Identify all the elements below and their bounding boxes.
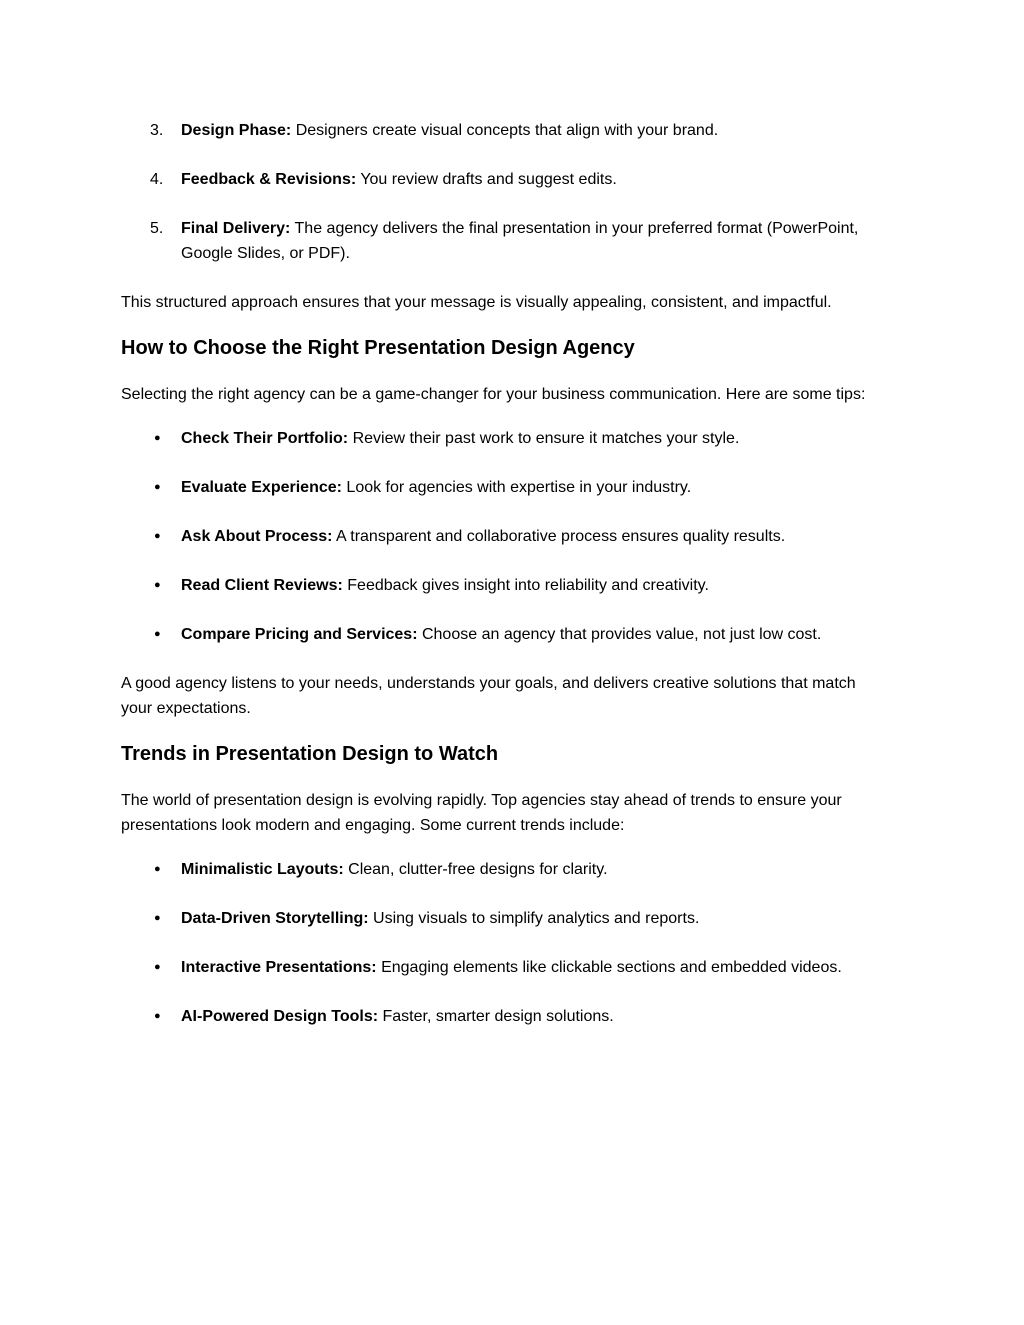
list-item-text [181, 1004, 887, 1029]
list-item-lead: Evaluate Experience: [181, 479, 342, 496]
list-item-body: Faster, smarter design solutions. [378, 1008, 614, 1025]
list-item-text [181, 524, 887, 549]
list-item-lead: Design Phase: [181, 122, 292, 139]
list-number: 3. [150, 122, 164, 139]
list-item-body: Review their past work to ensure it matches your style. [348, 430, 740, 447]
list-item-body: Using visuals to simplify analytics and reports. [368, 910, 700, 927]
list-item-text [181, 118, 887, 143]
list-item-body: Clean, clutter-free designs for clarity. [343, 861, 608, 878]
bullet-icon: ● [154, 912, 161, 924]
list-item-lead: Interactive Presentations: [181, 959, 377, 976]
list-item-body: Look for agencies with expertise in your industry. [341, 479, 692, 496]
section-heading-trends: Trends in Presentation Design to Watch [121, 743, 499, 765]
list-item [121, 1004, 887, 1029]
list-item-text [181, 622, 887, 647]
list-item [121, 857, 887, 882]
bullet-icon: ● [154, 1010, 161, 1022]
list-item-lead: AI-Powered Design Tools: [181, 1008, 379, 1025]
list-item-text [181, 906, 887, 931]
paragraph: Selecting the right agency can be a game-changer for your business communication. Here are some tips: [121, 386, 866, 403]
bullet-icon: ● [154, 432, 161, 444]
list-item [121, 573, 887, 598]
list-item-lead: Data-Driven Storytelling: [181, 910, 369, 927]
tips-bullet-list [121, 426, 887, 647]
paragraph: A good agency listens to your needs, understands your goals, and delivers creative solutions that match your expectations. [121, 675, 856, 717]
list-item-text [181, 475, 887, 500]
paragraph: The world of presentation design is evolving rapidly. Top agencies stay ahead of trends to ensure your presentations look modern and engaging. Some current trends include: [121, 792, 842, 834]
list-item-text [181, 955, 887, 980]
process-numbered-list [121, 118, 887, 266]
bullet-icon: ● [154, 579, 161, 591]
list-item-body: You review drafts and suggest edits. [356, 171, 617, 188]
list-item [121, 906, 887, 931]
list-item-lead: Final Delivery: [181, 220, 291, 237]
list-item-body: The agency delivers the final presentation in your preferred format (PowerPoint, Google Slides, or PDF). [181, 220, 859, 262]
list-item-text [181, 216, 887, 266]
list-item-body: Choose an agency that provides value, not just low cost. [417, 626, 822, 643]
list-item-body: Feedback gives insight into reliability and creativity. [342, 577, 709, 594]
list-item [121, 475, 887, 500]
list-item-text [181, 857, 887, 882]
list-item-lead: Minimalistic Layouts: [181, 861, 344, 878]
list-item [121, 167, 887, 192]
list-number: 5. [150, 220, 164, 237]
list-item-lead: Feedback & Revisions: [181, 171, 357, 188]
list-item-body: Engaging elements like clickable sections and embedded videos. [376, 959, 842, 976]
paragraph: This structured approach ensures that your message is visually appealing, consistent, and impactful. [121, 294, 832, 311]
list-item-body: A transparent and collaborative process ensures quality results. [332, 528, 786, 545]
bullet-icon: ● [154, 530, 161, 542]
list-item-lead: Check Their Portfolio: [181, 430, 349, 447]
list-item-text [181, 573, 887, 598]
list-item-text [181, 167, 887, 192]
list-item [121, 118, 887, 143]
list-item-lead: Ask About Process: [181, 528, 333, 545]
trends-bullet-list [121, 857, 887, 1029]
list-item-text [181, 426, 887, 451]
bullet-icon: ● [154, 863, 161, 875]
section-heading-choose-agency: How to Choose the Right Presentation Design Agency [121, 337, 635, 359]
list-number: 4. [150, 171, 164, 188]
list-item [121, 955, 887, 980]
list-item-body: Designers create visual concepts that align with your brand. [291, 122, 719, 139]
list-item [121, 622, 887, 647]
list-item-lead: Compare Pricing and Services: [181, 626, 418, 643]
list-item [121, 426, 887, 451]
list-item [121, 216, 887, 266]
bullet-icon: ● [154, 628, 161, 640]
bullet-icon: ● [154, 481, 161, 493]
list-item-lead: Read Client Reviews: [181, 577, 343, 594]
list-item [121, 524, 887, 549]
bullet-icon: ● [154, 961, 161, 973]
